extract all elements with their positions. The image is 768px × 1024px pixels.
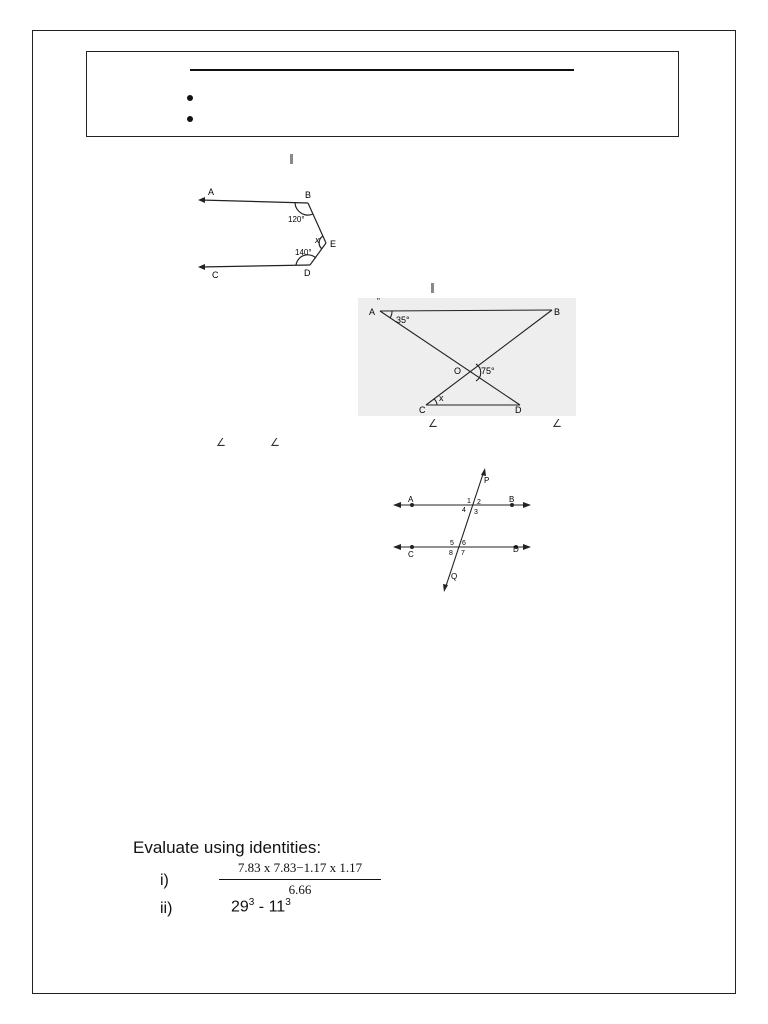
fig2-unknown-x: x <box>439 393 444 403</box>
question-heading: Evaluate using identities: <box>133 838 322 857</box>
header-bullet-2 <box>187 116 193 122</box>
part-i-label: i) <box>160 872 169 889</box>
fig3-point-C: C <box>408 550 414 559</box>
fig3-angle-6: 6 <box>462 540 466 547</box>
part-ii-exp1: 3 <box>248 897 255 908</box>
fig1-point-B: B <box>305 190 312 200</box>
fig1-point-A: A <box>208 187 215 197</box>
fig3-angle-1: 1 <box>467 498 471 505</box>
fig3-point-B: B <box>509 495 515 504</box>
fig3-point-D: D <box>513 545 519 554</box>
fig2-stray-mark: " <box>377 298 380 306</box>
fig1-unknown-x: x <box>315 235 320 245</box>
figure2-marker <box>431 283 434 293</box>
fig1-angle-140: 140° <box>295 248 312 257</box>
part-i-denominator: 6.66 <box>288 882 312 897</box>
fig2-point-D: D <box>515 405 522 415</box>
fig3-line-Q: Q <box>451 572 458 581</box>
header-title-rule <box>190 69 574 71</box>
fig2-point-O: O <box>454 366 462 376</box>
header-bullet-1 <box>187 95 193 101</box>
part-ii-base1: 29 <box>231 898 249 916</box>
figure1-marker <box>290 154 293 164</box>
fig3-line-P: P <box>484 476 490 485</box>
part-ii-exp2: 3 <box>285 897 291 908</box>
fig2-angle-75: 75° <box>481 366 495 376</box>
figure3-diagram <box>388 465 543 593</box>
fig3-angle-8: 8 <box>449 550 453 557</box>
angle-symbol-2: ∠ <box>270 436 280 449</box>
part-i-fraction <box>219 860 381 898</box>
figure2-diagram <box>358 298 576 416</box>
fig2-angle-35: 35° <box>396 315 410 325</box>
part-ii-operator: - <box>254 898 269 916</box>
part-ii-label: ii) <box>160 900 173 917</box>
fig2-point-C: C <box>419 405 426 415</box>
fig3-point-A: A <box>408 495 414 504</box>
header-box <box>86 51 679 137</box>
angle-symbol-4: ∠ <box>552 417 562 430</box>
fig3-angle-5: 5 <box>450 540 454 547</box>
fig3-angle-7: 7 <box>461 550 465 557</box>
fig1-angle-120: 120° <box>288 215 305 224</box>
fig3-angle-4: 4 <box>462 507 466 514</box>
figure1-diagram <box>192 183 342 283</box>
fig1-point-E: E <box>330 239 337 249</box>
angle-symbol-3: ∠ <box>428 417 438 430</box>
fig1-point-C: C <box>212 270 219 280</box>
part-i-numerator: 7.83 x 7.83−1.17 x 1.17 <box>237 860 363 875</box>
fig3-angle-3: 3 <box>474 509 478 516</box>
fig1-point-D: D <box>304 268 311 278</box>
part-ii-base2: 11 <box>268 898 286 916</box>
part-ii-expression <box>231 897 291 916</box>
fig3-angle-2: 2 <box>477 499 481 506</box>
angle-symbol-1: ∠ <box>216 436 226 449</box>
fig2-point-B: B <box>554 307 561 317</box>
fig2-point-A: A <box>369 307 376 317</box>
